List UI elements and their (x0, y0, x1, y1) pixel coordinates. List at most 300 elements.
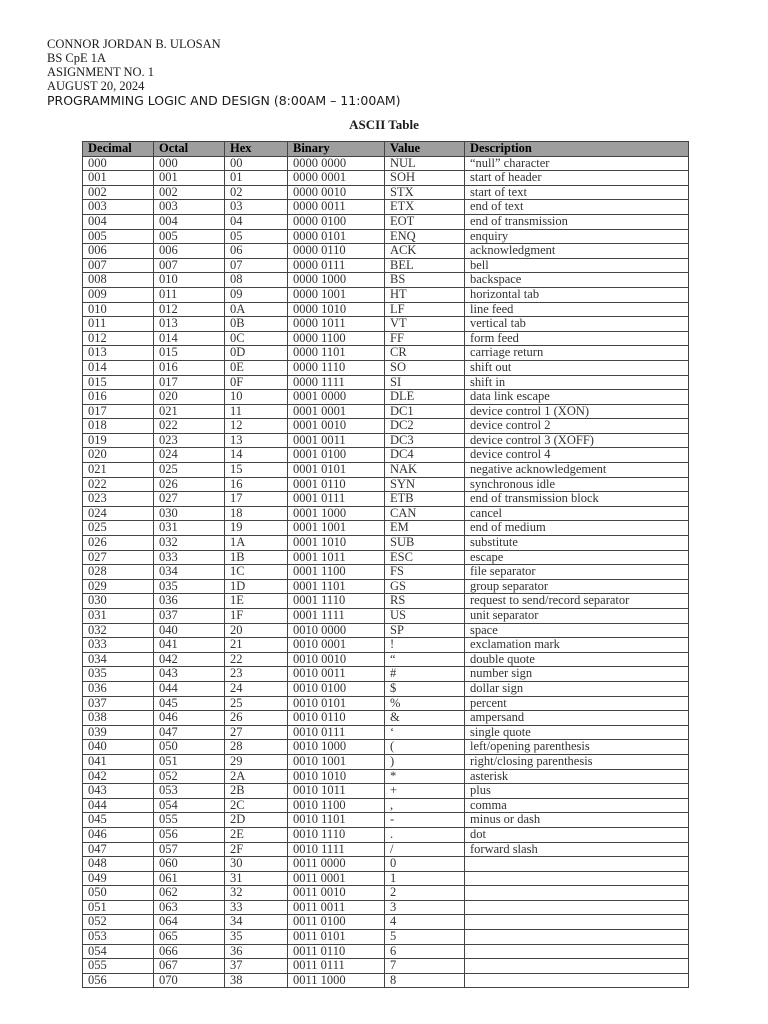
octal-cell: 040 (154, 623, 225, 638)
value-cell: # (385, 667, 465, 682)
table-row (83, 331, 689, 346)
hex-cell: 0A (225, 302, 288, 317)
description-cell: dot (465, 827, 689, 842)
hex-cell: 2C (225, 798, 288, 813)
decimal-cell: 054 (83, 944, 154, 959)
binary-cell: 0010 0101 (288, 696, 385, 711)
decimal-cell: 052 (83, 915, 154, 930)
value-cell: 1 (385, 871, 465, 886)
table-row (83, 317, 689, 332)
octal-cell: 057 (154, 842, 225, 857)
decimal-cell: 022 (83, 477, 154, 492)
table-row (83, 565, 689, 580)
description-cell: left/opening parenthesis (465, 740, 689, 755)
hex-cell: 11 (225, 404, 288, 419)
octal-cell: 005 (154, 229, 225, 244)
binary-cell: 0010 0001 (288, 638, 385, 653)
decimal-cell: 023 (83, 492, 154, 507)
octal-cell: 021 (154, 404, 225, 419)
description-cell: end of transmission block (465, 492, 689, 507)
table-row (83, 536, 689, 551)
decimal-cell: 039 (83, 725, 154, 740)
hex-cell: 1F (225, 609, 288, 624)
hex-cell: 30 (225, 857, 288, 872)
table-row (83, 740, 689, 755)
hex-cell: 28 (225, 740, 288, 755)
column-header-decimal: Decimal (83, 142, 154, 157)
table-row (83, 375, 689, 390)
hex-cell: 02 (225, 185, 288, 200)
value-cell: $ (385, 681, 465, 696)
hex-cell: 04 (225, 214, 288, 229)
assignment-date: AUGUST 20, 2024 (47, 79, 145, 93)
hex-cell: 1D (225, 579, 288, 594)
document-header (47, 37, 401, 108)
binary-cell: 0000 1110 (288, 360, 385, 375)
octal-cell: 037 (154, 609, 225, 624)
octal-cell: 026 (154, 477, 225, 492)
octal-cell: 033 (154, 550, 225, 565)
table-row (83, 433, 689, 448)
binary-cell: 0000 0000 (288, 156, 385, 171)
table-row (83, 769, 689, 784)
table-row (83, 404, 689, 419)
table-row (83, 725, 689, 740)
table-row (83, 696, 689, 711)
hex-cell: 0F (225, 375, 288, 390)
decimal-cell: 056 (83, 973, 154, 988)
description-cell: cancel (465, 506, 689, 521)
description-cell: bell (465, 258, 689, 273)
binary-cell: 0011 0100 (288, 915, 385, 930)
table-row (83, 900, 689, 915)
binary-cell: 0011 0111 (288, 959, 385, 974)
binary-cell: 0001 1001 (288, 521, 385, 536)
value-cell: 5 (385, 930, 465, 945)
value-cell: / (385, 842, 465, 857)
hex-cell: 0D (225, 346, 288, 361)
decimal-cell: 053 (83, 930, 154, 945)
octal-cell: 011 (154, 287, 225, 302)
description-cell: enquiry (465, 229, 689, 244)
octal-cell: 052 (154, 769, 225, 784)
hex-cell: 1A (225, 536, 288, 551)
decimal-cell: 020 (83, 448, 154, 463)
description-cell: escape (465, 550, 689, 565)
decimal-cell: 038 (83, 711, 154, 726)
decimal-cell: 033 (83, 638, 154, 653)
binary-cell: 0000 1010 (288, 302, 385, 317)
decimal-cell: 015 (83, 375, 154, 390)
table-row (83, 594, 689, 609)
hex-cell: 1E (225, 594, 288, 609)
value-cell: SUB (385, 536, 465, 551)
description-cell: shift out (465, 360, 689, 375)
decimal-cell: 019 (83, 433, 154, 448)
value-cell: + (385, 784, 465, 799)
value-cell: SOH (385, 171, 465, 186)
octal-cell: 023 (154, 433, 225, 448)
description-cell (465, 871, 689, 886)
table-row (83, 214, 689, 229)
description-cell (465, 915, 689, 930)
description-cell (465, 857, 689, 872)
table-row (83, 287, 689, 302)
value-cell: RS (385, 594, 465, 609)
decimal-cell: 045 (83, 813, 154, 828)
value-cell: US (385, 609, 465, 624)
course-title: PROGRAMMING LOGIC AND DESIGN (8:00AM – 11:00AM) (47, 93, 401, 108)
description-cell: double quote (465, 652, 689, 667)
decimal-cell: 026 (83, 536, 154, 551)
table-row (83, 419, 689, 434)
value-cell: SO (385, 360, 465, 375)
octal-cell: 067 (154, 959, 225, 974)
octal-cell: 051 (154, 754, 225, 769)
table-row (83, 258, 689, 273)
hex-cell: 2F (225, 842, 288, 857)
binary-cell: 0000 1100 (288, 331, 385, 346)
hex-cell: 35 (225, 930, 288, 945)
binary-cell: 0001 0011 (288, 433, 385, 448)
table-row (83, 273, 689, 288)
decimal-cell: 016 (83, 390, 154, 405)
description-cell: unit separator (465, 609, 689, 624)
description-cell: device control 2 (465, 419, 689, 434)
binary-cell: 0010 1110 (288, 827, 385, 842)
octal-cell: 017 (154, 375, 225, 390)
column-header-description: Description (465, 142, 689, 157)
hex-cell: 19 (225, 521, 288, 536)
hex-cell: 36 (225, 944, 288, 959)
table-row (83, 813, 689, 828)
table-row (83, 171, 689, 186)
hex-cell: 0B (225, 317, 288, 332)
octal-cell: 060 (154, 857, 225, 872)
binary-cell: 0001 1101 (288, 579, 385, 594)
table-row (83, 871, 689, 886)
octal-cell: 014 (154, 331, 225, 346)
decimal-cell: 014 (83, 360, 154, 375)
binary-cell: 0010 0011 (288, 667, 385, 682)
decimal-cell: 018 (83, 419, 154, 434)
octal-cell: 062 (154, 886, 225, 901)
binary-cell: 0010 0110 (288, 711, 385, 726)
hex-cell: 1C (225, 565, 288, 580)
decimal-cell: 013 (83, 346, 154, 361)
hex-cell: 37 (225, 959, 288, 974)
table-row (83, 652, 689, 667)
octal-cell: 054 (154, 798, 225, 813)
table-row (83, 609, 689, 624)
value-cell: CR (385, 346, 465, 361)
hex-cell: 38 (225, 973, 288, 988)
value-cell: 3 (385, 900, 465, 915)
value-cell: 0 (385, 857, 465, 872)
binary-cell: 0010 1000 (288, 740, 385, 755)
value-cell: DC2 (385, 419, 465, 434)
binary-cell: 0001 0010 (288, 419, 385, 434)
octal-cell: 070 (154, 973, 225, 988)
description-cell: single quote (465, 725, 689, 740)
binary-cell: 0011 0000 (288, 857, 385, 872)
value-cell: DC3 (385, 433, 465, 448)
binary-cell: 0001 0001 (288, 404, 385, 419)
description-cell (465, 886, 689, 901)
binary-cell: 0010 0100 (288, 681, 385, 696)
octal-cell: 030 (154, 506, 225, 521)
decimal-cell: 046 (83, 827, 154, 842)
decimal-cell: 034 (83, 652, 154, 667)
binary-cell: 0011 0011 (288, 900, 385, 915)
table-row (83, 754, 689, 769)
binary-cell: 0000 1101 (288, 346, 385, 361)
hex-cell: 07 (225, 258, 288, 273)
value-cell: & (385, 711, 465, 726)
table-row (83, 360, 689, 375)
table-row (83, 681, 689, 696)
octal-cell: 031 (154, 521, 225, 536)
octal-cell: 006 (154, 244, 225, 259)
value-cell: * (385, 769, 465, 784)
decimal-cell: 009 (83, 287, 154, 302)
decimal-cell: 010 (83, 302, 154, 317)
hex-cell: 09 (225, 287, 288, 302)
hex-cell: 08 (225, 273, 288, 288)
octal-cell: 000 (154, 156, 225, 171)
value-cell: SYN (385, 477, 465, 492)
binary-cell: 0001 0110 (288, 477, 385, 492)
description-cell: end of text (465, 200, 689, 215)
binary-cell: 0010 0010 (288, 652, 385, 667)
description-cell: space (465, 623, 689, 638)
hex-cell: 13 (225, 433, 288, 448)
description-cell: form feed (465, 331, 689, 346)
octal-cell: 020 (154, 390, 225, 405)
hex-cell: 27 (225, 725, 288, 740)
decimal-cell: 005 (83, 229, 154, 244)
hex-cell: 01 (225, 171, 288, 186)
table-row (83, 579, 689, 594)
binary-cell: 0011 1000 (288, 973, 385, 988)
description-cell: exclamation mark (465, 638, 689, 653)
decimal-cell: 043 (83, 784, 154, 799)
binary-cell: 0001 0101 (288, 463, 385, 478)
value-cell: ( (385, 740, 465, 755)
description-cell: request to send/record separator (465, 594, 689, 609)
decimal-cell: 012 (83, 331, 154, 346)
decimal-cell: 035 (83, 667, 154, 682)
octal-cell: 065 (154, 930, 225, 945)
value-cell: STX (385, 185, 465, 200)
table-header-row (83, 142, 689, 157)
binary-cell: 0000 0111 (288, 258, 385, 273)
octal-cell: 047 (154, 725, 225, 740)
hex-cell: 12 (225, 419, 288, 434)
description-cell: device control 3 (XOFF) (465, 433, 689, 448)
octal-cell: 024 (154, 448, 225, 463)
student-program: BS CpE 1A (47, 51, 107, 65)
column-header-hex: Hex (225, 142, 288, 157)
hex-cell: 0C (225, 331, 288, 346)
decimal-cell: 040 (83, 740, 154, 755)
binary-cell: 0001 0111 (288, 492, 385, 507)
binary-cell: 0000 1000 (288, 273, 385, 288)
table-row (83, 667, 689, 682)
description-cell: data link escape (465, 390, 689, 405)
octal-cell: 043 (154, 667, 225, 682)
octal-cell: 003 (154, 200, 225, 215)
hex-cell: 17 (225, 492, 288, 507)
decimal-cell: 055 (83, 959, 154, 974)
binary-cell: 0001 1111 (288, 609, 385, 624)
octal-cell: 041 (154, 638, 225, 653)
value-cell: DC1 (385, 404, 465, 419)
description-cell: line feed (465, 302, 689, 317)
decimal-cell: 006 (83, 244, 154, 259)
table-row (83, 798, 689, 813)
octal-cell: 056 (154, 827, 225, 842)
binary-cell: 0011 0110 (288, 944, 385, 959)
binary-cell: 0001 1010 (288, 536, 385, 551)
column-header-octal: Octal (154, 142, 225, 157)
description-cell: vertical tab (465, 317, 689, 332)
description-cell: end of medium (465, 521, 689, 536)
table-body (83, 156, 689, 988)
octal-cell: 016 (154, 360, 225, 375)
description-cell (465, 900, 689, 915)
table-row (83, 930, 689, 945)
value-cell: 6 (385, 944, 465, 959)
table-row (83, 623, 689, 638)
binary-cell: 0010 0111 (288, 725, 385, 740)
value-cell: ETX (385, 200, 465, 215)
value-cell: BS (385, 273, 465, 288)
binary-cell: 0001 1000 (288, 506, 385, 521)
table-row (83, 827, 689, 842)
binary-cell: 0011 0001 (288, 871, 385, 886)
octal-cell: 002 (154, 185, 225, 200)
hex-cell: 2D (225, 813, 288, 828)
description-cell: minus or dash (465, 813, 689, 828)
table-row (83, 506, 689, 521)
table-row (83, 784, 689, 799)
binary-cell: 0011 0010 (288, 886, 385, 901)
binary-cell: 0000 1111 (288, 375, 385, 390)
octal-cell: 053 (154, 784, 225, 799)
value-cell: . (385, 827, 465, 842)
description-cell (465, 973, 689, 988)
description-cell: substitute (465, 536, 689, 551)
hex-cell: 05 (225, 229, 288, 244)
octal-cell: 046 (154, 711, 225, 726)
value-cell: VT (385, 317, 465, 332)
value-cell: 8 (385, 973, 465, 988)
value-cell: 4 (385, 915, 465, 930)
description-cell: start of header (465, 171, 689, 186)
description-cell: percent (465, 696, 689, 711)
hex-cell: 34 (225, 915, 288, 930)
table-row (83, 973, 689, 988)
hex-cell: 29 (225, 754, 288, 769)
decimal-cell: 051 (83, 900, 154, 915)
octal-cell: 001 (154, 171, 225, 186)
description-cell: shift in (465, 375, 689, 390)
value-cell: ) (385, 754, 465, 769)
hex-cell: 15 (225, 463, 288, 478)
binary-cell: 0010 1100 (288, 798, 385, 813)
octal-cell: 007 (154, 258, 225, 273)
hex-cell: 33 (225, 900, 288, 915)
table-row (83, 711, 689, 726)
octal-cell: 013 (154, 317, 225, 332)
octal-cell: 022 (154, 419, 225, 434)
decimal-cell: 024 (83, 506, 154, 521)
description-cell: device control 1 (XON) (465, 404, 689, 419)
decimal-cell: 008 (83, 273, 154, 288)
decimal-cell: 025 (83, 521, 154, 536)
hex-cell: 25 (225, 696, 288, 711)
hex-cell: 21 (225, 638, 288, 653)
binary-cell: 0010 1111 (288, 842, 385, 857)
value-cell: - (385, 813, 465, 828)
description-cell: forward slash (465, 842, 689, 857)
value-cell: EOT (385, 214, 465, 229)
decimal-cell: 000 (83, 156, 154, 171)
value-cell: ETB (385, 492, 465, 507)
hex-cell: 00 (225, 156, 288, 171)
description-cell: asterisk (465, 769, 689, 784)
decimal-cell: 041 (83, 754, 154, 769)
table-row (83, 857, 689, 872)
value-cell: 7 (385, 959, 465, 974)
hex-cell: 31 (225, 871, 288, 886)
hex-cell: 14 (225, 448, 288, 463)
hex-cell: 22 (225, 652, 288, 667)
value-cell: EM (385, 521, 465, 536)
hex-cell: 16 (225, 477, 288, 492)
binary-cell: 0000 0001 (288, 171, 385, 186)
description-cell: start of text (465, 185, 689, 200)
description-cell: backspace (465, 273, 689, 288)
description-cell: dollar sign (465, 681, 689, 696)
hex-cell: 18 (225, 506, 288, 521)
value-cell: 2 (385, 886, 465, 901)
hex-cell: 2E (225, 827, 288, 842)
description-cell: negative acknowledgement (465, 463, 689, 478)
table-row (83, 229, 689, 244)
binary-cell: 0001 1100 (288, 565, 385, 580)
binary-cell: 0000 1011 (288, 317, 385, 332)
octal-cell: 036 (154, 594, 225, 609)
table-row (83, 959, 689, 974)
binary-cell: 0011 0101 (288, 930, 385, 945)
table-row (83, 302, 689, 317)
description-cell: file separator (465, 565, 689, 580)
value-cell: CAN (385, 506, 465, 521)
value-cell: FS (385, 565, 465, 580)
hex-cell: 32 (225, 886, 288, 901)
table-row (83, 521, 689, 536)
hex-cell: 2B (225, 784, 288, 799)
value-cell: “ (385, 652, 465, 667)
table-row (83, 915, 689, 930)
table-row (83, 390, 689, 405)
octal-cell: 055 (154, 813, 225, 828)
table-row (83, 346, 689, 361)
octal-cell: 025 (154, 463, 225, 478)
binary-cell: 0000 0010 (288, 185, 385, 200)
